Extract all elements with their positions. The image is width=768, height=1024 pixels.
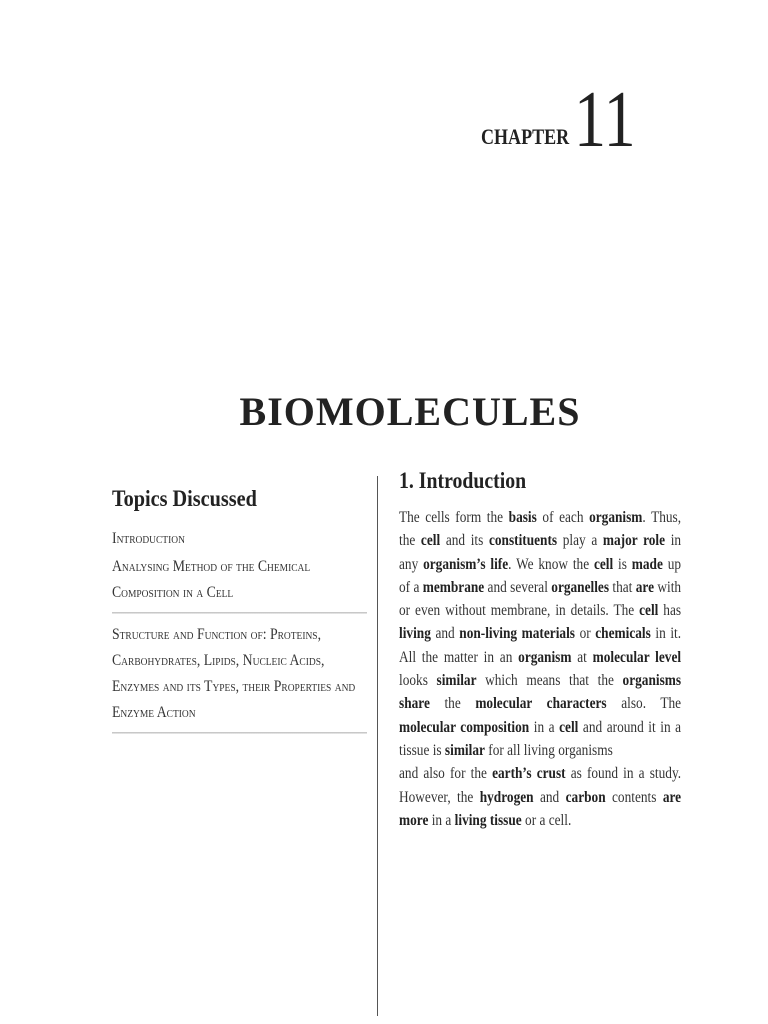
text-run: . Thus, the — [399, 509, 682, 550]
text-run: The cells form the — [399, 509, 509, 526]
bold-term: living tissue — [454, 811, 522, 829]
text-run: with or even without membrane, in details. The — [399, 578, 682, 620]
text-run: in a — [428, 811, 455, 829]
topics-heading: Topics Discussed — [112, 486, 257, 511]
bold-term: are — [635, 578, 655, 596]
bold-term: living — [399, 625, 431, 643]
bold-term: membrane — [422, 578, 485, 596]
bold-term: organisms — [622, 672, 682, 690]
text-run: up of a — [399, 555, 682, 596]
bold-term: constituents — [488, 532, 558, 550]
bold-term: hydrogen — [479, 788, 534, 806]
divider-rule — [112, 612, 367, 614]
topic-item: Analysing Method of the Chemical Composition in a Cell — [112, 558, 311, 601]
bold-term: non-living materials — [459, 625, 575, 643]
bold-term: cell — [559, 718, 579, 736]
bold-term: chemicals — [595, 625, 651, 643]
bold-term: cell — [593, 555, 614, 573]
bold-term: similar — [444, 741, 485, 759]
topic-item: Introduction — [112, 530, 185, 547]
introduction-section — [399, 468, 681, 832]
body-paragraph — [399, 762, 681, 832]
bold-term: basis — [508, 509, 537, 526]
bold-term: similar — [436, 672, 477, 690]
text-run: which means that the — [476, 672, 623, 690]
topics-panel — [112, 486, 367, 742]
bold-term: are more — [399, 788, 682, 829]
bold-term: molecular characters — [475, 695, 607, 713]
text-run: has — [658, 602, 682, 620]
text-run: the — [429, 695, 476, 713]
text-run: play a — [557, 532, 603, 550]
text-run: and — [533, 788, 566, 806]
divider-rule — [112, 732, 367, 734]
text-run: is — [613, 555, 632, 573]
bold-term: cell — [639, 602, 659, 620]
text-run: at — [571, 648, 593, 666]
bold-term: organism — [518, 648, 572, 666]
bold-term: molecular composition — [399, 718, 530, 736]
bold-term: cell — [420, 532, 441, 550]
text-run: or a cell. — [521, 811, 572, 829]
text-run: also. The — [606, 695, 682, 713]
text-run: or — [574, 625, 596, 643]
text-run: that — [609, 578, 636, 596]
text-run: of each — [536, 509, 590, 526]
text-run: in any — [399, 532, 682, 573]
bold-term: earth’s crust — [492, 765, 566, 783]
bold-term: major role — [602, 532, 666, 550]
text-run: in it. All the matter in an — [399, 625, 682, 666]
topic-item: Structure and Function of: Proteins, Carbohydrates, Lipids, Nucleic Acids, Enzymes and its Types, their Properties and Enzyme Action — [112, 626, 356, 721]
bold-term: organism — [589, 509, 643, 526]
chapter-label: CHAPTER — [481, 124, 570, 149]
text-run: in a — [529, 718, 560, 736]
column-divider — [377, 476, 378, 1016]
bold-term: organelles — [551, 578, 610, 596]
text-run: contents — [605, 788, 663, 806]
bold-term: share — [399, 695, 430, 713]
body-paragraph — [399, 506, 681, 762]
text-run: for all living organisms — [484, 741, 613, 759]
bold-term: molecular level — [592, 648, 682, 666]
text-run: and also for the — [399, 765, 493, 783]
text-run: as found in a study. However, the — [399, 765, 682, 806]
bold-term: made — [631, 555, 663, 573]
chapter-number: 11 — [574, 76, 636, 164]
page-title: BIOMOLECULES — [239, 389, 581, 434]
text-run: looks — [399, 672, 437, 690]
text-run: and its — [440, 532, 489, 550]
text-run: and several — [484, 578, 552, 596]
section-heading: 1. Introduction — [399, 468, 527, 493]
text-run: . We know the — [508, 555, 594, 573]
bold-term: carbon — [565, 788, 606, 806]
text-run: and — [430, 625, 460, 643]
text-run: and around it in a tissue is — [399, 718, 682, 759]
bold-term: organism’s life — [423, 555, 509, 573]
